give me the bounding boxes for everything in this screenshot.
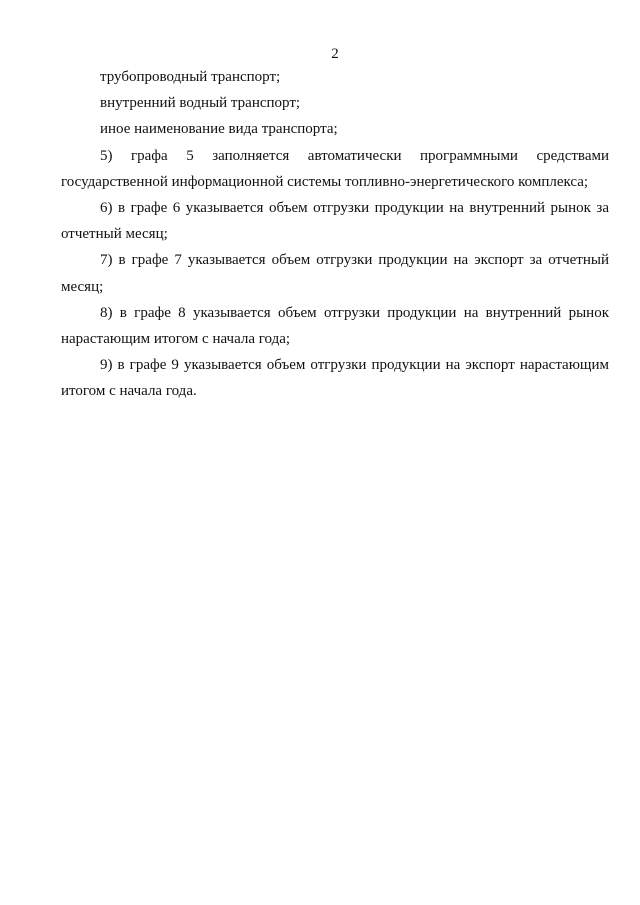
paragraph-item-9: 9) в графе 9 указывается объем отгрузки продукции на экспорт нарастающим итогом с начала года. — [61, 357, 609, 400]
list-item-pipeline-transport: трубопроводный транспорт; — [100, 69, 281, 85]
page-number: 2 — [331, 46, 339, 62]
document-body — [61, 64, 609, 405]
list-item-inland-water-transport: внутренний водный транспорт; — [100, 95, 301, 112]
list-item-other-transport: иное наименование вида транспорта; — [100, 121, 338, 138]
paragraph-item-6: 6) в графе 6 указывается объем отгрузки продукции на внутренний рынок за отчетный месяц; — [61, 200, 609, 243]
paragraph-item-7: 7) в графе 7 указывается объем отгрузки продукции на экспорт за отчетный месяц; — [61, 252, 609, 295]
paragraph-item-5: 5) графа 5 заполняется автоматически программными средствами государственной информационной системы топливно-энергетического комплекса; — [61, 147, 609, 190]
paragraph-item-8: 8) в графе 8 указывается объем отгрузки продукции на внутренний рынок нарастающим итогом с начала года; — [61, 304, 609, 348]
